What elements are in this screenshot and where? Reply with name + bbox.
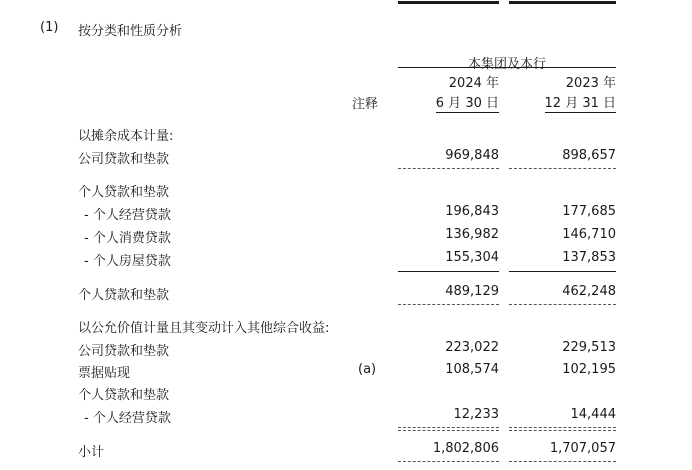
row-label: 票据贴现 [78, 366, 131, 381]
row-value-col2: 14,444 [570, 407, 616, 422]
row-value-col1: 108,574 [445, 362, 499, 377]
dashed-rule-col2 [509, 168, 616, 169]
row-note: (a) [358, 362, 377, 377]
row-label: 个人贷款和垫款 [78, 388, 170, 403]
dashed-rule-col2 [509, 304, 616, 305]
row-label: 公司贷款和垫款 [78, 152, 170, 167]
row-label: - 个人房屋贷款 [84, 254, 171, 269]
dashed-rule-col2 [509, 427, 616, 428]
row-label: 个人贷款和垫款 [78, 185, 170, 200]
subtotal-rule-col2 [509, 271, 616, 272]
group-header: 本集团及本行 [467, 57, 546, 72]
dashed-rule-col1 [398, 461, 499, 462]
row-value-col1: 223,022 [445, 340, 499, 355]
col2-year: 2023 年 [565, 76, 616, 91]
row-value-col2: 1,707,057 [549, 441, 616, 456]
row-label: - 个人经营贷款 [84, 411, 171, 426]
row-label: 以摊余成本计量: [78, 129, 174, 144]
col1-date: 6 月 30 日 [436, 92, 499, 113]
row-value-col1: 12,233 [453, 407, 499, 422]
row-value-col2: 462,248 [562, 284, 616, 299]
row-value-col1: 969,848 [445, 148, 499, 163]
row-label: 以公允价值计量且其变动计入其他综合收益: [78, 321, 330, 336]
dashed-rule-col1-second [398, 430, 499, 431]
col1-year: 2024 年 [448, 76, 499, 91]
row-value-col2: 146,710 [562, 227, 616, 242]
row-value-col2: 229,513 [562, 340, 616, 355]
row-value-col2: 898,657 [562, 148, 616, 163]
row-label: - 个人经营贷款 [84, 208, 171, 223]
group-header-rule [398, 67, 616, 68]
dashed-rule-col1 [398, 304, 499, 305]
col2-date: 12 月 31 日 [545, 92, 616, 113]
top-rule-col2 [509, 1, 616, 4]
row-value-col1: 489,129 [445, 284, 499, 299]
row-value-col1: 155,304 [445, 250, 499, 265]
top-rule-col1 [398, 1, 499, 4]
dashed-rule-col2-second [509, 430, 616, 431]
dashed-rule-col1 [398, 427, 499, 428]
row-value-col2: 177,685 [562, 204, 616, 219]
row-value-col2: 102,195 [562, 362, 616, 377]
section-number: (1) [40, 20, 59, 35]
row-label: 公司贷款和垫款 [78, 344, 170, 359]
section-title: 按分类和性质分析 [78, 24, 183, 39]
row-label: 个人贷款和垫款 [78, 288, 170, 303]
subtotal-rule-col1 [398, 271, 499, 272]
row-label: 小计 [78, 445, 105, 460]
row-value-col1: 1,802,806 [432, 441, 499, 456]
note-header: 注释 [352, 97, 379, 112]
row-value-col1: 136,982 [445, 227, 499, 242]
dashed-rule-col2 [509, 461, 616, 462]
row-value-col2: 137,853 [562, 250, 616, 265]
dashed-rule-col1 [398, 168, 499, 169]
row-label: - 个人消费贷款 [84, 231, 171, 246]
row-value-col1: 196,843 [445, 204, 499, 219]
